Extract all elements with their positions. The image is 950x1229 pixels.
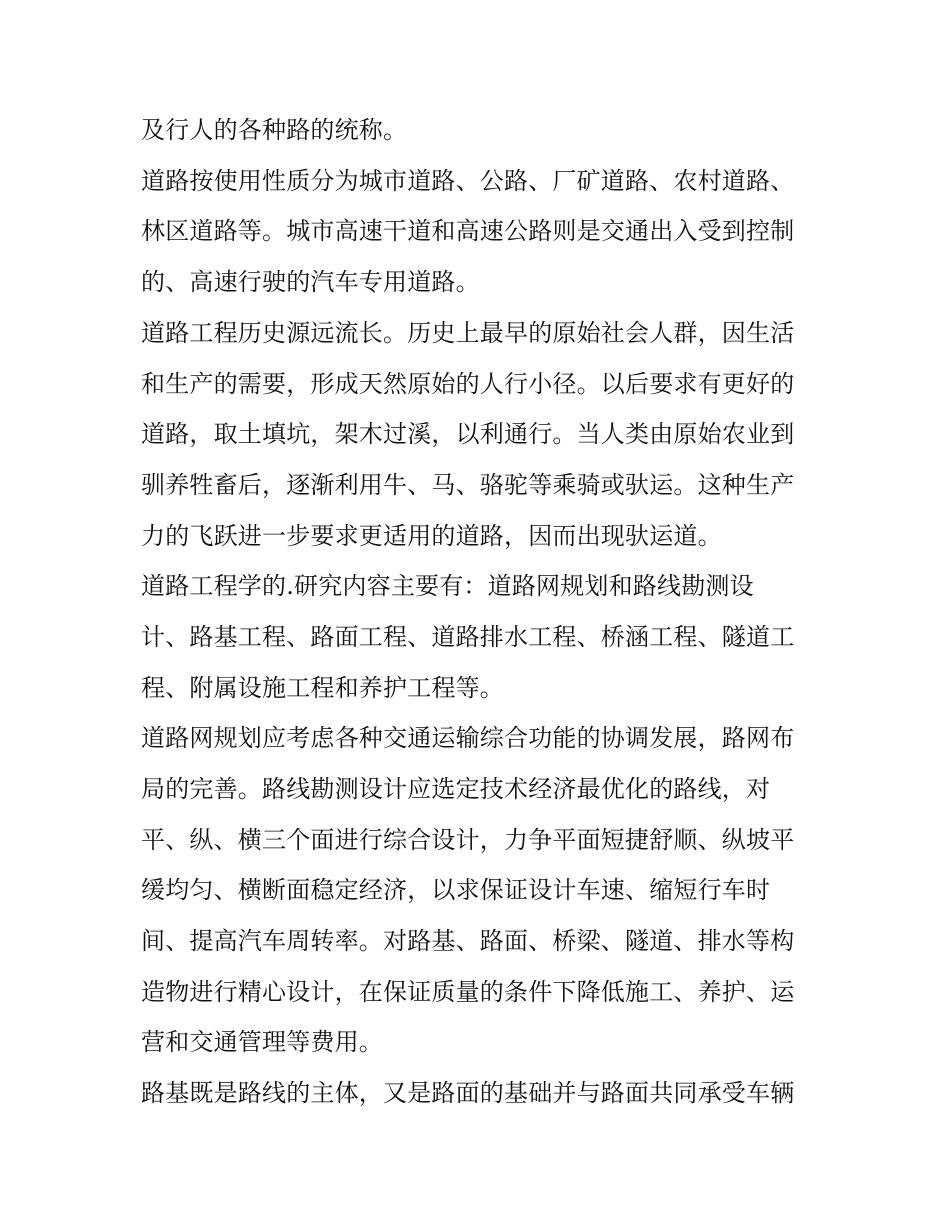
text-line: 计、路基工程、路面工程、道路排水工程、桥涵工程、隧道工: [141, 623, 795, 651]
text-line: 道路网规划应考虑各种交通运输综合功能的协调发展，路网布: [141, 724, 795, 752]
text-line: 及行人的各种路的统称。: [141, 116, 408, 144]
text-line: 道路按使用性质分为城市道路、公路、厂矿道路、农村道路、: [141, 167, 795, 195]
text-line: 林区道路等。城市高速干道和高速公路则是交通出入受到控制: [141, 217, 795, 245]
text-line: 缓均匀、横断面稳定经济，以求保证设计车速、缩短行车时: [141, 876, 771, 904]
text-line: 道路，取土填坑，架木过溪，以利通行。当人类由原始农业到: [141, 420, 795, 448]
text-line: 程、附属设施工程和养护工程等。: [141, 674, 504, 702]
text-line: 营和交通管理等费用。: [141, 1028, 383, 1056]
text-line: 和生产的需要，形成天然原始的人行小径。以后要求有更好的: [141, 370, 795, 398]
text-line: 道路工程学的.研究内容主要有：道路网规划和路线勘测设: [141, 572, 754, 600]
text-line: 的、高速行驶的汽车专用道路。: [141, 268, 480, 296]
text-line: 造物进行精心设计，在保证质量的条件下降低施工、养护、运: [141, 978, 795, 1006]
text-line: 力的飞跃进一步要求更适用的道路，因而出现驮运道。: [141, 522, 722, 550]
text-line: 驯养牲畜后，逐渐利用牛、马、骆驼等乘骑或驮运。这种生产: [141, 471, 795, 499]
text-line: 局的完善。路线勘测设计应选定技术经济最优化的路线，对: [141, 775, 771, 803]
text-line: 间、提高汽车周转率。对路基、路面、桥梁、隧道、排水等构: [141, 927, 795, 955]
text-line: 路基既是路线的主体，又是路面的基础并与路面共同承受车辆: [141, 1079, 795, 1107]
text-line: 平、纵、横三个面进行综合设计，力争平面短捷舒顺、纵坡平: [141, 826, 795, 854]
text-line: 道路工程历史源远流长。历史上最早的原始社会人群，因生活: [141, 319, 795, 347]
